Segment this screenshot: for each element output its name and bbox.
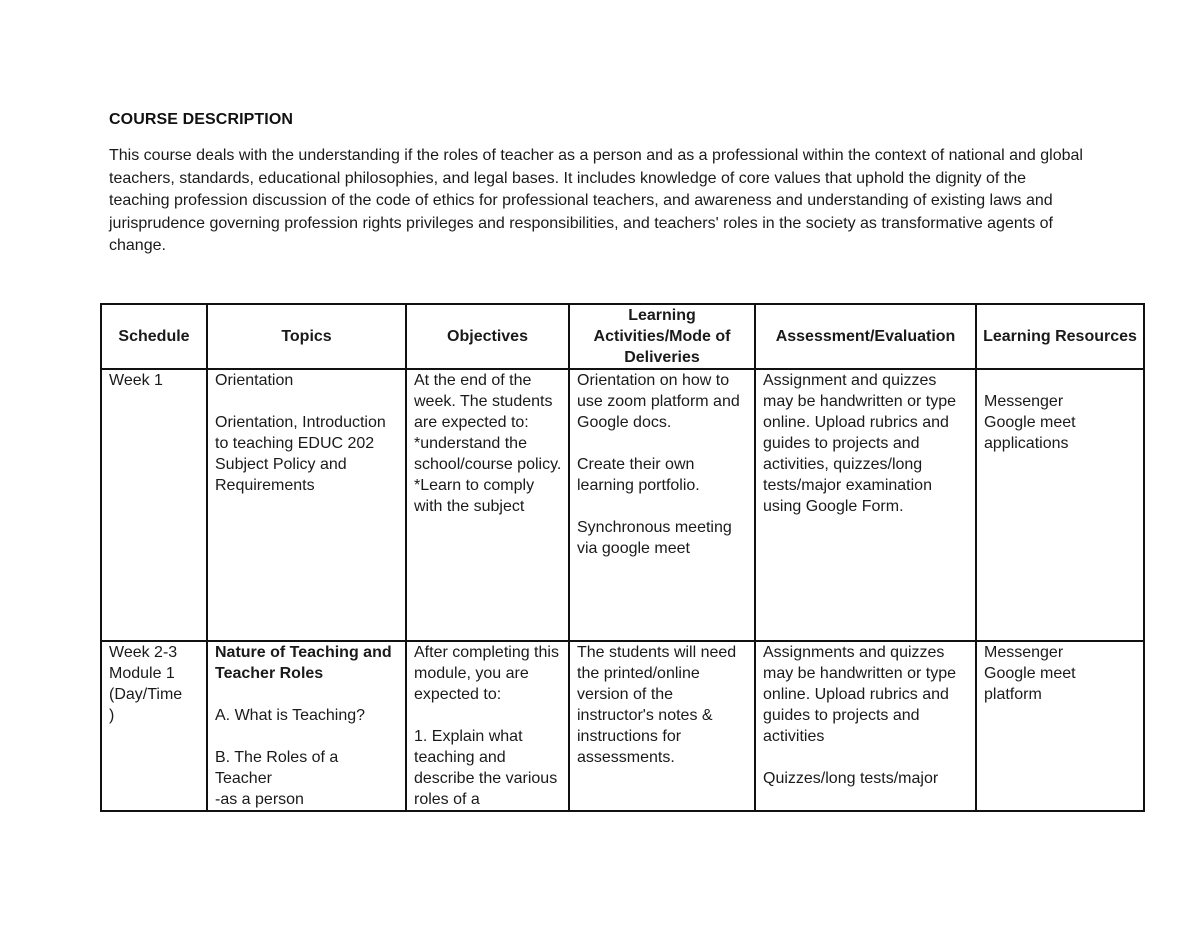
cell-activities	[569, 369, 755, 641]
schedule-text: Week 1	[109, 372, 163, 389]
objectives-intro: After completing this module, you are expected to:	[414, 644, 559, 703]
schedule-line: (Day/Time	[109, 686, 183, 703]
schedule-line: )	[109, 707, 115, 724]
topic-subitem: -as a person	[215, 791, 304, 808]
cell-resources	[976, 369, 1144, 641]
section-heading: COURSE DESCRIPTION	[109, 111, 294, 128]
resource-item: Messenger	[984, 393, 1064, 410]
activity-item: Orientation on how to use zoom platform and Google docs.	[577, 372, 740, 431]
resource-item: Messenger	[984, 644, 1064, 661]
schedule-line: Week 2-3	[109, 644, 178, 661]
topic-title: Orientation	[215, 372, 294, 389]
table-header-row	[101, 304, 1144, 369]
table-row	[101, 369, 1144, 641]
course-description-text: This course deals with the understanding if the roles of teacher as a person and as a professional within the context of national and global teachers, standards, educational philosophies, and legal bases. It includes knowledge of core values that uphold the dignity of the teaching profession discussion of the code of ethics for professional teachers, and awareness and understanding of existing laws and jurisprudence governing profession rights privileges and responsibilities, and teachers' roles in the society as transformative agents of change.	[109, 147, 1083, 254]
topic-item: A. What is Teaching?	[215, 707, 366, 724]
cell-objectives	[406, 641, 569, 811]
activity-item: Synchronous meeting via google meet	[577, 519, 732, 557]
schedule-line: Module 1	[109, 665, 175, 682]
resource-item: applications	[984, 435, 1069, 452]
course-schedule-table	[100, 303, 1145, 812]
header-topics: Topics	[207, 304, 406, 369]
cell-resources	[976, 641, 1144, 811]
header-assessment: Assessment/Evaluation	[755, 304, 976, 369]
topic-body: Orientation, Introduction to teaching EDUC 202 Subject Policy and Requirements	[215, 414, 386, 494]
topic-title: Nature of Teaching and Teacher Roles	[215, 644, 392, 682]
topic-item: B. The Roles of a Teacher	[215, 749, 339, 787]
header-objectives: Objectives	[406, 304, 569, 369]
objectives-text: At the end of the week. The students are expected to: *understand the school/course policy. *Learn to comply with the subject	[414, 372, 562, 515]
table-row	[101, 641, 1144, 811]
header-learning-activities: Learning Activities/Mode of Deliveries	[569, 304, 755, 369]
resource-item: Google meet	[984, 414, 1076, 431]
cell-objectives	[406, 369, 569, 641]
header-learning-resources: Learning Resources	[976, 304, 1144, 369]
header-schedule: Schedule	[101, 304, 207, 369]
assessment-text: Assignments and quizzes may be handwritten or type online. Upload rubrics and guides to projects and activities	[763, 644, 956, 745]
cell-schedule	[101, 641, 207, 811]
objective-item: 1. Explain what teaching and describe the various roles of a	[414, 728, 558, 808]
cell-activities	[569, 641, 755, 811]
activity-item: Create their own learning portfolio.	[577, 456, 700, 494]
cell-assessment	[755, 641, 976, 811]
cell-schedule	[101, 369, 207, 641]
cell-topics	[207, 369, 406, 641]
resource-item: platform	[984, 686, 1042, 703]
cell-topics	[207, 641, 406, 811]
assessment-text: Assignment and quizzes may be handwritten or type online. Upload rubrics and guides to projects and activities, quizzes/long tests/major examination using Google Form.	[763, 372, 956, 515]
assessment-extra: Quizzes/long tests/major	[763, 770, 939, 787]
resource-item: Google meet	[984, 665, 1076, 682]
cell-assessment	[755, 369, 976, 641]
activities-text: The students will need the printed/online version of the instructor's notes & instructions for assessments.	[577, 644, 737, 766]
